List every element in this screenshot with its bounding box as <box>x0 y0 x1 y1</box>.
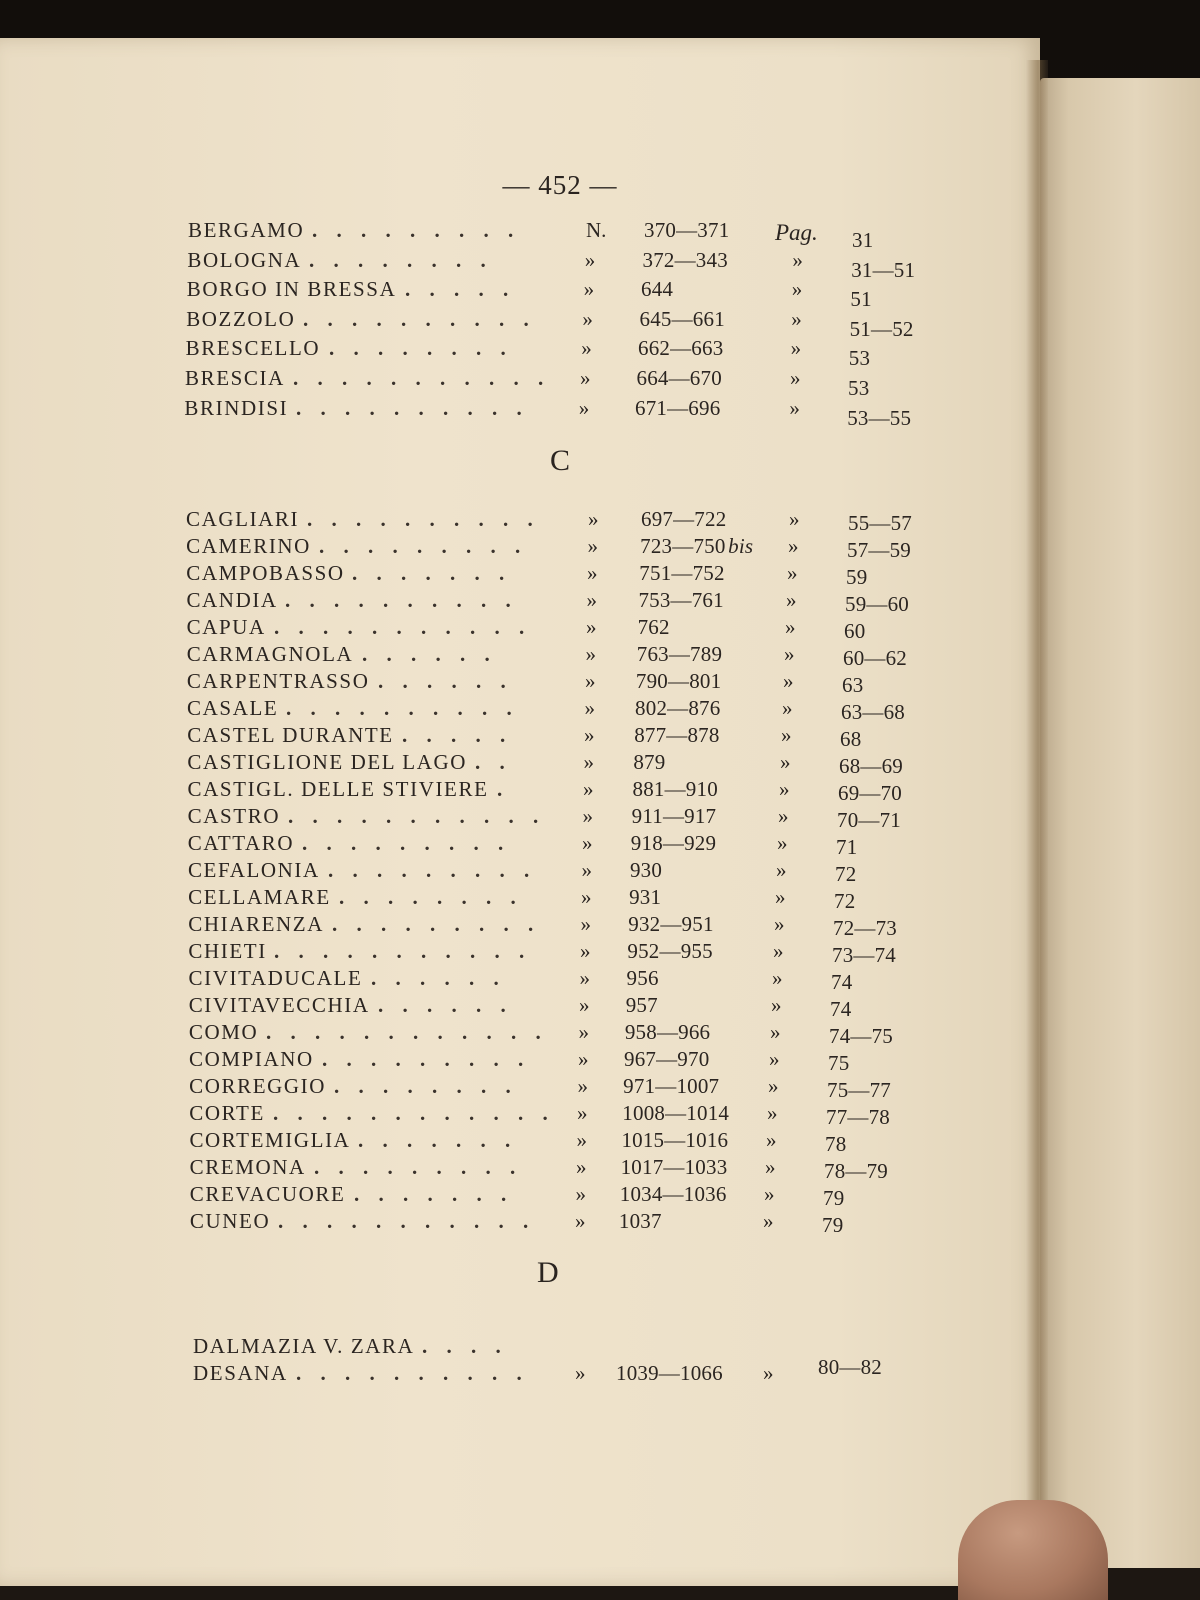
dot-leader: . . . . . . <box>371 966 506 990</box>
ditto-mark: » <box>584 696 595 720</box>
index-entry <box>0 336 1000 371</box>
entry-pages: 75 <box>828 1051 850 1075</box>
dot-leader: . . . . . <box>405 277 516 302</box>
index-entry <box>0 534 1000 562</box>
index-entry <box>0 1101 1000 1129</box>
entry-name: CORTE <box>189 1101 265 1125</box>
page-ditto-mark: » <box>789 395 800 420</box>
entry-name: CREVACUORE <box>189 1182 346 1206</box>
entry-name: CAMPOBASSO <box>186 561 345 585</box>
dot-leader: . . . . . . . . . . <box>286 696 519 720</box>
entry-name: CAGLIARI <box>186 507 300 531</box>
dot-leader: . . . . . . <box>362 642 497 666</box>
entry-numbers: 1037 <box>618 1209 662 1233</box>
entry-name: CASTIGL. DELLE STIVIERE <box>187 777 489 801</box>
ditto-mark: » <box>580 366 591 390</box>
entry-name: CASALE <box>187 696 279 720</box>
ditto-mark: » <box>582 306 593 331</box>
entry-pages: 57—59 <box>847 538 911 562</box>
entry-pages: 74—75 <box>829 1024 893 1048</box>
ditto-mark: » <box>582 804 593 828</box>
index-entry <box>0 723 1000 751</box>
dot-leader: . . . . . . . . . <box>302 831 511 855</box>
entry-name: BORGO IN BRESSA <box>186 277 397 302</box>
dot-leader: . . . . . . . <box>354 1182 514 1206</box>
index-entry <box>0 1155 1000 1183</box>
ditto-mark: » <box>582 831 593 855</box>
index-entry <box>0 912 1000 940</box>
entry-pages: 72 <box>835 862 857 886</box>
entry-pages: 80—82 <box>818 1355 882 1379</box>
entry-pages: 71 <box>836 835 858 859</box>
facing-page-edge <box>1040 78 1200 1568</box>
dot-leader: . . . . . . . . . . <box>296 395 529 420</box>
index-entry <box>0 1209 1000 1237</box>
entry-name: DESANA <box>193 1361 288 1385</box>
dot-leader: . . . . . . . . . <box>332 912 541 936</box>
index-entry <box>0 696 1000 724</box>
ditto-mark: » <box>575 1361 586 1385</box>
entry-name: CASTIGLIONE DEL LAGO <box>187 750 468 774</box>
index-entry <box>0 615 1000 643</box>
dot-leader: . . . . . . . . <box>334 1074 518 1098</box>
entry-bis: bis <box>728 534 754 558</box>
page-ditto-mark: » <box>773 939 784 963</box>
pag-label: Pag. <box>775 220 818 245</box>
entry-numbers: 662—663 <box>638 336 724 361</box>
entry-numbers: 1015—1016 <box>621 1128 729 1152</box>
entry-numbers: 762 <box>637 615 670 639</box>
dot-leader: . . . . . . . . . . . <box>288 804 546 828</box>
entry-name: CAMERINO <box>186 534 311 558</box>
page-ditto-mark: » <box>790 366 801 390</box>
ditto-mark: » <box>583 277 595 302</box>
entry-pages: 31 <box>852 228 874 252</box>
dot-leader: . . . . . . . . . <box>322 1047 531 1071</box>
entry-name: CEFALONIA <box>187 858 320 882</box>
ditto-mark: » <box>577 1101 588 1125</box>
dot-leader: . . . . . . <box>378 669 513 693</box>
entry-numbers: 952—955 <box>627 939 713 963</box>
page-ditto-mark: » <box>772 966 783 990</box>
entry-pages: 77—78 <box>826 1105 890 1129</box>
index-entry <box>0 366 1000 400</box>
ditto-mark: » <box>578 1020 589 1044</box>
page-ditto-mark: » <box>776 858 787 882</box>
entry-name: DALMAZIA V. ZARA <box>193 1334 415 1358</box>
dot-leader: . . . . . <box>402 723 513 747</box>
dot-leader: . . . . . . . . . . <box>303 306 536 331</box>
entry-name: CHIETI <box>188 939 267 963</box>
page-ditto-mark: » <box>766 1128 777 1152</box>
page-ditto-mark: » <box>788 534 799 558</box>
entry-numbers: 723—750 <box>640 534 726 558</box>
entry-pages: 51—52 <box>849 316 914 341</box>
ditto-mark: » <box>586 588 597 612</box>
entry-numbers: 877—878 <box>634 723 720 747</box>
ditto-mark: N. <box>586 218 607 242</box>
entry-pages: 74 <box>831 970 853 994</box>
page-ditto-mark: » <box>784 642 795 666</box>
page-ditto-mark: » <box>791 277 803 302</box>
dot-leader: . . . . . . . . . . <box>285 588 518 612</box>
dot-leader: . . . . . . . . <box>339 885 523 909</box>
entry-name: CIVITADUCALE <box>188 966 363 990</box>
entry-name: CASTRO <box>187 804 281 828</box>
ditto-mark: » <box>586 615 597 639</box>
index-entry <box>0 395 1000 430</box>
dot-leader: . . . . . . . . . . . . <box>266 1020 548 1044</box>
index-entry <box>0 831 1000 859</box>
index-entry <box>0 247 1000 282</box>
entry-numbers: 664—670 <box>636 366 722 390</box>
ditto-mark: » <box>584 247 596 272</box>
entry-numbers: 1008—1014 <box>622 1101 730 1125</box>
entry-pages: 74 <box>830 997 852 1021</box>
ditto-mark: » <box>580 939 591 963</box>
entry-pages: 59 <box>846 565 868 589</box>
entry-numbers: 879 <box>633 750 666 774</box>
entry-numbers: 763—789 <box>636 642 723 666</box>
entry-name: CASTEL DURANTE <box>187 723 394 747</box>
entry-name: COMO <box>188 1020 259 1044</box>
section-letter-d: D <box>537 1256 559 1289</box>
index-entry <box>0 750 1000 778</box>
page-ditto-mark: » <box>780 750 791 774</box>
entry-pages: 55—57 <box>848 511 912 535</box>
dot-leader: . . . . . . . . . . . <box>274 939 532 963</box>
entry-pages: 72—73 <box>833 916 897 940</box>
entry-numbers: 697—722 <box>641 507 727 531</box>
dot-leader: . . . . . . <box>378 993 513 1017</box>
index-entry <box>0 858 1000 886</box>
index-entry <box>0 1047 1000 1075</box>
index-entry <box>0 1355 1000 1389</box>
page-number: — 452 — <box>502 170 618 200</box>
entry-pages: 53 <box>848 346 871 371</box>
index-entry <box>0 218 1000 252</box>
entry-pages: 68 <box>840 727 862 751</box>
index-entry <box>0 966 1000 994</box>
ditto-mark: » <box>584 723 595 747</box>
ditto-mark: » <box>585 642 596 666</box>
entry-name: BRESCELLO <box>185 336 321 361</box>
dot-leader: . . . . . . . . . . . <box>274 615 532 639</box>
index-entry <box>0 306 1000 341</box>
dot-leader: . . . . . . . <box>352 561 512 585</box>
dot-leader: . <box>497 777 510 801</box>
section-letter-c: C <box>550 444 571 477</box>
ditto-mark: » <box>576 1155 587 1179</box>
index-entry <box>0 507 1000 535</box>
ditto-mark: » <box>578 395 590 420</box>
ditto-mark: » <box>577 1074 588 1098</box>
ditto-mark: » <box>576 1128 587 1152</box>
ditto-mark: » <box>583 750 594 774</box>
index-entry <box>0 804 1000 832</box>
page-ditto-mark: » <box>769 1047 780 1071</box>
page-ditto-mark: » <box>763 1209 774 1233</box>
entry-numbers: 931 <box>629 885 662 909</box>
entry-numbers: 671—696 <box>635 395 721 420</box>
index-entry <box>0 277 1000 312</box>
entry-pages: 79 <box>822 1213 844 1237</box>
dot-leader: . . . . . . . . . . <box>307 507 540 531</box>
page-ditto-mark: » <box>782 696 793 720</box>
page-ditto-mark: » <box>763 1361 774 1385</box>
entry-numbers: 1034—1036 <box>619 1182 727 1206</box>
entry-pages: 79 <box>823 1186 845 1210</box>
entry-numbers: 958—966 <box>624 1020 711 1044</box>
entry-pages: 68—69 <box>839 754 903 778</box>
ditto-mark: » <box>581 858 592 882</box>
entry-pages: 53 <box>848 376 870 400</box>
entry-name: CANDIA <box>186 588 278 612</box>
entry-numbers: 957 <box>625 993 658 1017</box>
entry-numbers: 932—951 <box>628 912 714 936</box>
page-ditto-mark: » <box>775 885 786 909</box>
dot-leader: . . . . . . . <box>358 1128 518 1152</box>
index-entry <box>0 939 1000 967</box>
ditto-mark: » <box>583 777 594 801</box>
entry-name: BRINDISI <box>184 395 289 420</box>
entry-numbers: 967—970 <box>624 1047 710 1071</box>
page-ditto-mark: » <box>778 804 789 828</box>
entry-pages: 69—70 <box>838 781 902 805</box>
entry-numbers: 372—343 <box>642 247 728 272</box>
dot-leader: . . . . . . . . . . <box>296 1361 529 1385</box>
entry-name: CHIARENZA <box>188 912 324 936</box>
dot-leader: . . . . . . . . <box>309 247 493 272</box>
entry-pages: 63 <box>842 673 864 697</box>
dot-leader: . . . . . . . . . <box>312 218 521 242</box>
entry-numbers: 911—917 <box>631 804 717 828</box>
page-ditto-mark: » <box>764 1182 775 1206</box>
ditto-mark: » <box>575 1209 586 1233</box>
page-ditto-mark: » <box>768 1074 779 1098</box>
dot-leader: . . . . . . . . . <box>319 534 528 558</box>
page-ditto-mark: » <box>789 507 800 531</box>
entry-pages: 63—68 <box>841 700 905 724</box>
entry-pages: 72 <box>834 889 856 913</box>
entry-numbers: 790—801 <box>635 669 722 693</box>
dot-leader: . . . . . . . . . . . . <box>273 1101 555 1125</box>
entry-pages: 53—55 <box>847 405 912 430</box>
index-entry <box>0 777 1000 805</box>
entry-name: CORTEMIGLIA <box>189 1128 351 1152</box>
page-ditto-mark: » <box>767 1101 778 1125</box>
entry-numbers: 1039—1066 <box>616 1361 723 1385</box>
entry-name: BRESCIA <box>185 366 285 390</box>
index-entry <box>0 993 1000 1021</box>
entry-name: CORREGGIO <box>189 1074 327 1098</box>
ditto-mark: » <box>581 885 592 909</box>
ditto-mark: » <box>578 1047 589 1071</box>
entry-pages: 73—74 <box>832 943 896 967</box>
page-ditto-mark: » <box>781 723 792 747</box>
page-gutter-shadow <box>1026 60 1048 1580</box>
ditto-mark: » <box>575 1182 586 1206</box>
page-ditto-mark: » <box>787 561 798 585</box>
entry-numbers: 751—752 <box>639 561 725 585</box>
page-ditto-mark: » <box>779 777 790 801</box>
entry-numbers: 802—876 <box>635 696 721 720</box>
entry-numbers: 930 <box>629 858 663 882</box>
index-entry <box>0 1020 1000 1048</box>
entry-numbers: 956 <box>626 966 659 990</box>
ditto-mark: » <box>580 912 591 936</box>
page-ditto-mark: » <box>792 247 803 272</box>
entry-numbers: 881—910 <box>632 777 718 801</box>
ditto-mark: » <box>579 966 590 990</box>
index-entry <box>0 1074 1000 1102</box>
entry-numbers: 918—929 <box>630 831 717 855</box>
page-ditto-mark: » <box>785 615 796 639</box>
page-ditto-mark: » <box>771 993 782 1017</box>
page-ditto-mark: » <box>774 912 785 936</box>
entry-numbers: 370—371 <box>644 218 730 242</box>
dot-leader: . . . . <box>422 1334 508 1358</box>
ditto-mark: » <box>587 534 598 558</box>
entry-name: BOZZOLO <box>186 306 296 331</box>
index-entry <box>0 561 1000 589</box>
entry-pages: 78 <box>825 1132 847 1156</box>
entry-numbers: 645—661 <box>639 306 725 331</box>
ditto-mark: » <box>579 993 590 1017</box>
entry-name: BERGAMO <box>188 218 305 242</box>
index-entry <box>0 642 1000 670</box>
page-ditto-mark: » <box>770 1020 781 1044</box>
page-ditto-mark: » <box>777 831 788 855</box>
entry-numbers: 971—1007 <box>623 1074 720 1098</box>
entry-name: CARPENTRASSO <box>186 669 370 693</box>
page-ditto-mark: » <box>783 669 794 693</box>
entry-pages: 60 <box>844 619 866 643</box>
entry-name: CUNEO <box>189 1209 271 1233</box>
ditto-mark: » <box>581 336 592 361</box>
index-entry <box>0 885 1000 913</box>
entry-pages: 51 <box>850 287 872 312</box>
entry-numbers: 1017—1033 <box>620 1155 728 1179</box>
entry-name: CATTARO <box>187 831 295 855</box>
entry-pages: 70—71 <box>837 808 901 832</box>
entry-pages: 75—77 <box>827 1078 891 1102</box>
entry-name: BOLOGNA <box>187 247 302 272</box>
entry-pages: 31—51 <box>851 257 916 282</box>
entry-numbers: 753—761 <box>638 588 724 612</box>
index-entry <box>0 588 1000 616</box>
page-ditto-mark: » <box>791 306 802 331</box>
page-ditto-mark: » <box>790 336 802 361</box>
entry-name: CELLAMARE <box>188 885 331 909</box>
dot-leader: . . . . . . . . . <box>314 1155 523 1179</box>
ditto-mark: » <box>587 561 598 585</box>
page-ditto-mark: » <box>786 588 797 612</box>
index-entry <box>0 1128 1000 1156</box>
dot-leader: . . . . . . . . <box>329 336 513 361</box>
dot-leader: . . . . . . . . . <box>328 858 537 882</box>
ditto-mark: » <box>585 669 596 693</box>
thumb <box>958 1500 1108 1600</box>
entry-pages: 78—79 <box>824 1159 888 1183</box>
entry-name: CARMAGNOLA <box>186 642 354 666</box>
ditto-mark: » <box>588 507 599 531</box>
page-ditto-mark: » <box>765 1155 776 1179</box>
entry-name: CIVITAVECCHIA <box>188 993 370 1017</box>
entry-pages: 59—60 <box>845 592 909 616</box>
dot-leader: . . . . . . . . . . . <box>278 1209 536 1233</box>
entry-name: CREMONA <box>189 1155 306 1179</box>
dot-leader: . . . . . . . . . . . <box>293 366 551 390</box>
dot-leader: . . <box>475 750 512 774</box>
entry-pages: 60—62 <box>843 646 907 670</box>
entry-numbers: 644 <box>641 277 674 302</box>
index-entry <box>0 1182 1000 1210</box>
entry-name: CAPUA <box>186 615 266 639</box>
index-entry <box>0 669 1000 697</box>
entry-name: COMPIANO <box>189 1047 314 1071</box>
